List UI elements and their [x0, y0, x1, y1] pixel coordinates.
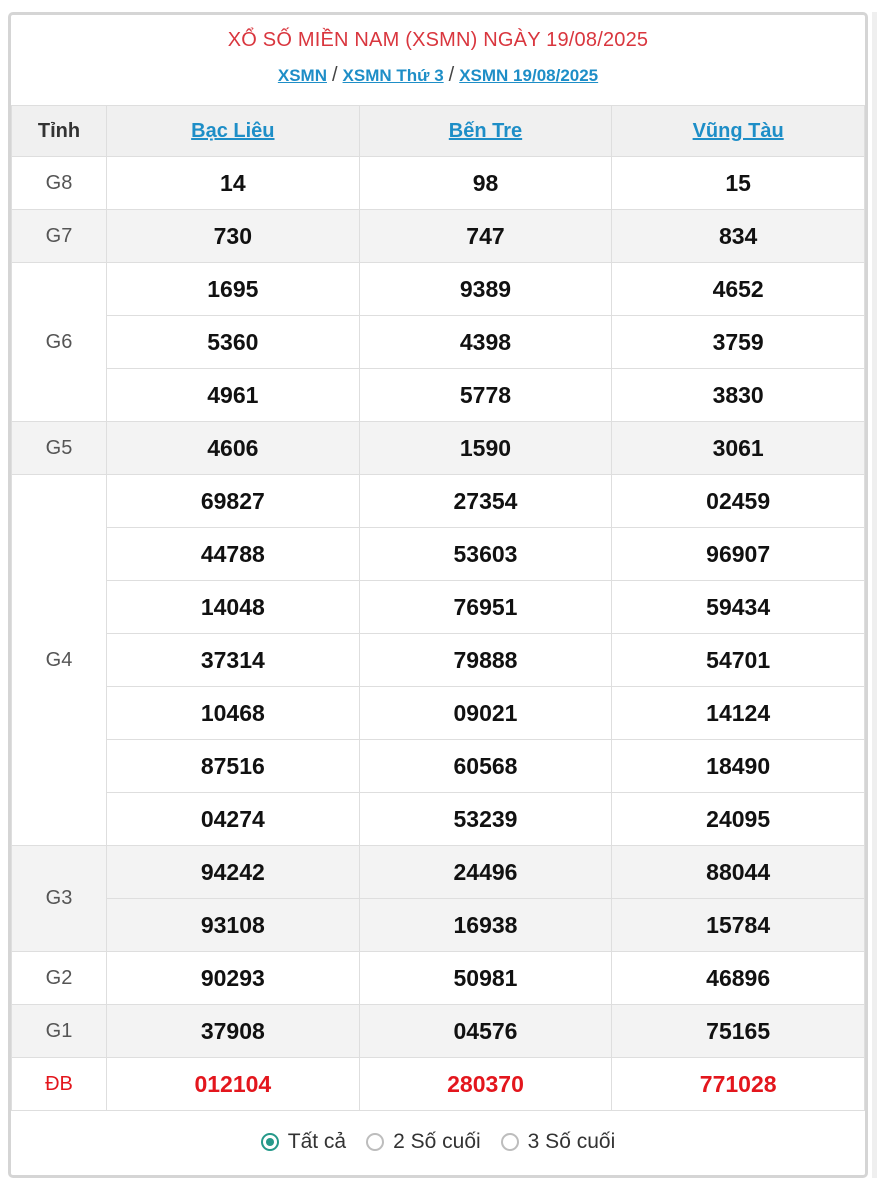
radio-icon[interactable]	[366, 1133, 384, 1151]
prize-number: 93108	[107, 899, 360, 952]
prize-number: 18490	[612, 740, 865, 793]
breadcrumb	[11, 64, 865, 87]
prize-number: 5360	[107, 316, 360, 369]
prize-number: 46896	[612, 952, 865, 1005]
prize-number: 4398	[359, 316, 612, 369]
province-link-ben-tre[interactable]: Bến Tre	[448, 119, 523, 142]
prize-name: G6	[12, 263, 107, 422]
province-column-header: Tỉnh	[12, 106, 107, 157]
prize-number: 04274	[107, 793, 360, 846]
prize-row	[12, 263, 865, 316]
prize-name: G1	[12, 1005, 107, 1058]
prize-row	[12, 952, 865, 1005]
prize-row	[12, 740, 865, 793]
prize-number: 012104	[107, 1058, 360, 1111]
prize-row	[12, 157, 865, 210]
results-table	[11, 105, 865, 1111]
province-header	[612, 106, 865, 157]
prize-name: ĐB	[12, 1058, 107, 1111]
prize-number: 24496	[359, 846, 612, 899]
prize-number: 87516	[107, 740, 360, 793]
prize-row	[12, 793, 865, 846]
scrollbar[interactable]	[872, 12, 877, 1178]
prize-number: 3759	[612, 316, 865, 369]
prize-row	[12, 581, 865, 634]
prize-number: 60568	[359, 740, 612, 793]
province-link-bac-lieu[interactable]: Bạc Liêu	[191, 119, 275, 142]
prize-number: 96907	[612, 528, 865, 581]
prize-number: 280370	[359, 1058, 612, 1111]
prize-name: G3	[12, 846, 107, 952]
filter-option-3-digits[interactable]	[501, 1130, 616, 1154]
prize-number: 79888	[359, 634, 612, 687]
crumb-separator: /	[448, 64, 455, 86]
prize-number: 50981	[359, 952, 612, 1005]
prize-number: 15784	[612, 899, 865, 952]
prize-name: G7	[12, 210, 107, 263]
prize-number: 54701	[612, 634, 865, 687]
prize-number: 98	[359, 157, 612, 210]
prize-row	[12, 846, 865, 899]
prize-number: 69827	[107, 475, 360, 528]
prize-name: G2	[12, 952, 107, 1005]
filter-label: Tất cả	[287, 1130, 347, 1153]
prize-number: 9389	[359, 263, 612, 316]
prize-number: 4652	[612, 263, 865, 316]
prize-row	[12, 316, 865, 369]
crumb-separator: /	[331, 64, 338, 86]
prize-row	[12, 1005, 865, 1058]
prize-number: 24095	[612, 793, 865, 846]
prize-row	[12, 528, 865, 581]
filter-option-2-digits[interactable]	[366, 1130, 481, 1154]
prize-row	[12, 634, 865, 687]
filter-label: 3 Số cuối	[527, 1130, 616, 1153]
prize-number: 747	[359, 210, 612, 263]
prize-row	[12, 422, 865, 475]
prize-number: 14124	[612, 687, 865, 740]
prize-number: 27354	[359, 475, 612, 528]
prize-row	[12, 899, 865, 952]
province-link-vung-tau[interactable]: Vũng Tàu	[692, 119, 784, 142]
prize-number: 90293	[107, 952, 360, 1005]
prize-number: 15	[612, 157, 865, 210]
prize-name: G8	[12, 157, 107, 210]
prize-number: 1590	[359, 422, 612, 475]
crumb-xsmn[interactable]: XSMN	[277, 66, 327, 85]
prize-name: G4	[12, 475, 107, 846]
digit-filter	[11, 1111, 865, 1173]
prize-number: 4606	[107, 422, 360, 475]
province-header	[359, 106, 612, 157]
prize-number: 94242	[107, 846, 360, 899]
prize-number: 44788	[107, 528, 360, 581]
prize-number: 5778	[359, 369, 612, 422]
prize-number: 09021	[359, 687, 612, 740]
results-body	[12, 157, 865, 1111]
prize-number: 3830	[612, 369, 865, 422]
filter-label: 2 Số cuối	[393, 1130, 481, 1153]
prize-number: 59434	[612, 581, 865, 634]
table-header-row	[12, 106, 865, 157]
prize-number: 14048	[107, 581, 360, 634]
prize-number: 04576	[359, 1005, 612, 1058]
page-title: XỔ SỐ MIỀN NAM (XSMN) NGÀY 19/08/2025	[227, 29, 649, 51]
prize-number: 37314	[107, 634, 360, 687]
province-header	[107, 106, 360, 157]
radio-icon[interactable]	[501, 1133, 519, 1151]
results-header	[11, 15, 865, 105]
prize-number: 3061	[612, 422, 865, 475]
prize-row	[12, 369, 865, 422]
prize-number: 02459	[612, 475, 865, 528]
prize-number: 834	[612, 210, 865, 263]
crumb-xsmn-date[interactable]: XSMN 19/08/2025	[459, 66, 599, 85]
prize-number: 730	[107, 210, 360, 263]
prize-number: 37908	[107, 1005, 360, 1058]
prize-number: 771028	[612, 1058, 865, 1111]
prize-number: 75165	[612, 1005, 865, 1058]
prize-number: 4961	[107, 369, 360, 422]
prize-row	[12, 1058, 865, 1111]
prize-number: 53603	[359, 528, 612, 581]
prize-number: 1695	[107, 263, 360, 316]
prize-name: G5	[12, 422, 107, 475]
prize-number: 88044	[612, 846, 865, 899]
prize-number: 53239	[359, 793, 612, 846]
crumb-xsmn-thu-3[interactable]: XSMN Thứ 3	[342, 66, 444, 85]
prize-row	[12, 687, 865, 740]
prize-row	[12, 210, 865, 263]
results-card	[8, 12, 868, 1178]
prize-row	[12, 475, 865, 528]
prize-number: 14	[107, 157, 360, 210]
prize-number: 76951	[359, 581, 612, 634]
filter-option-all[interactable]	[261, 1130, 346, 1154]
radio-selected-icon[interactable]	[261, 1133, 279, 1151]
prize-number: 10468	[107, 687, 360, 740]
prize-number: 16938	[359, 899, 612, 952]
